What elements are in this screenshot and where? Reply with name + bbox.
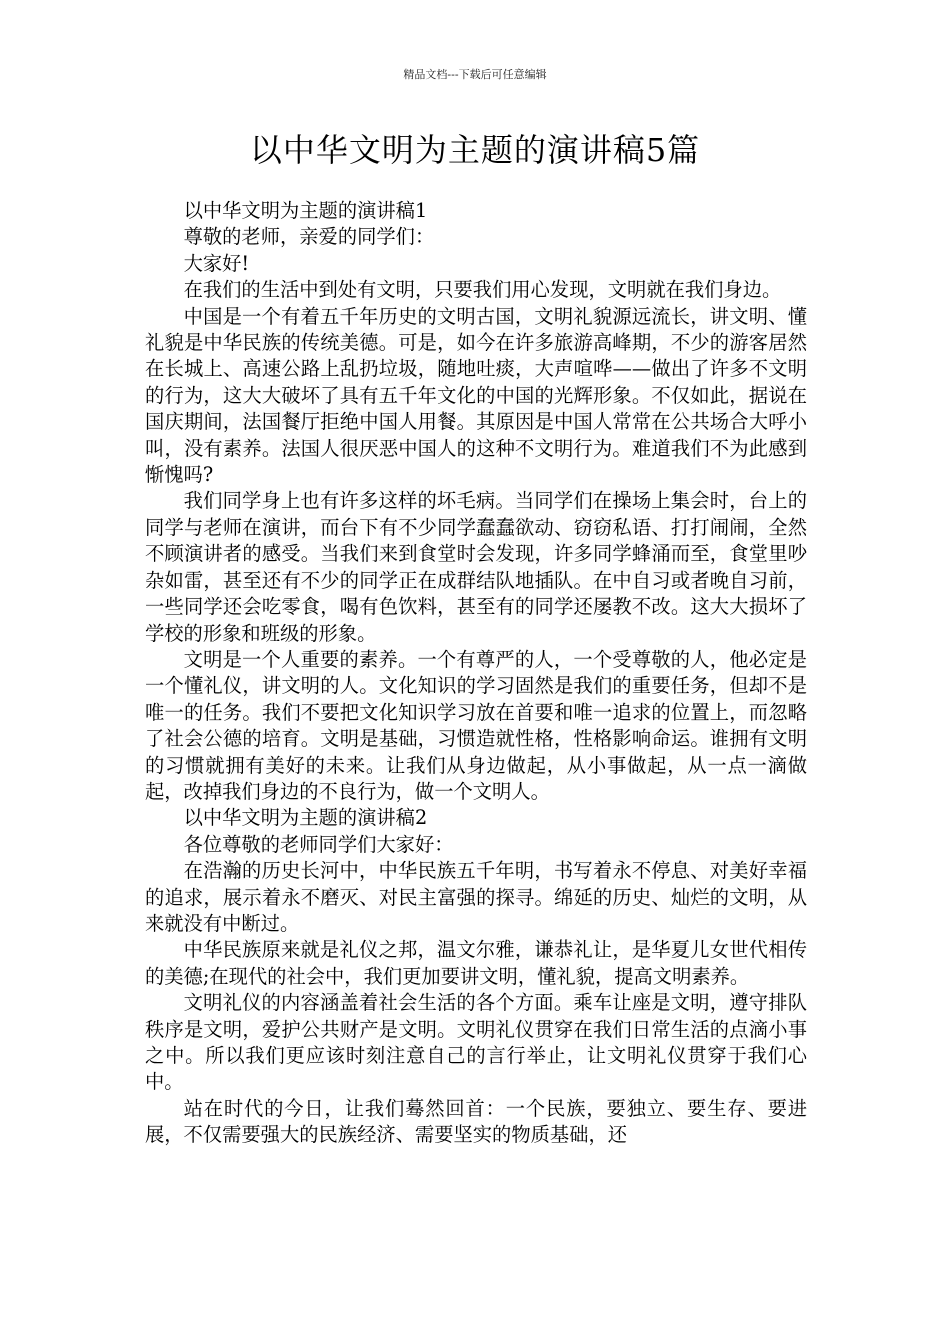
paragraph: 中国是一个有着五千年历史的文明古国，文明礼貌源远流长，讲文明、懂礼貌是中华民族的传统美德。可是，如今在许多旅游高峰期，不少的游客居然在长城上、高速公路上乱扔垃圾，随地吐痰，大声喧哗——做出了许多不文明的行为，这大大破坏了具有五千年文化的中国的光辉形象。不仅如此，据说在国庆期间，法国餐厅拒绝中国人用餐。其原因是中国人常常在公共场合大呼小叫，没有素养。法国人很厌恶中国人的这种不文明行为。难道我们不为此感到惭愧吗? <box>145 304 807 487</box>
speech-2-heading: 以中华文明为主题的演讲稿2 <box>183 806 428 830</box>
paragraph: 站在时代的今日，让我们蓦然回首：一个民族，要独立、要生存、要进展，不仅需要强大的民族经济、需要坚实的物质基础，还 <box>145 1096 807 1147</box>
salutation: 各位尊敬的老师同学们大家好： <box>183 832 454 856</box>
document-title: 以中华文明为主题的演讲稿5篇 <box>249 131 701 169</box>
paragraph: 我们同学身上也有许多这样的坏毛病。当同学们在操场上集会时，台上的同学与老师在演讲，而台下有不少同学蠢蠢欲动、窃窃私语、打打闹闹，全然不顾演讲者的感受。当我们来到食堂时会发现，许多同学蜂涌而至，食堂里吵杂如雷，甚至还有不少的同学正在成群结队地插队。在中自习或者晚自习前，一些同学还会吃零食，喝有色饮料，甚至有的同学还屡教不改。这大大损坏了学校的形象和班级的形象。 <box>145 489 807 645</box>
paragraph: 中华民族原来就是礼仪之邦，温文尔雅，谦恭礼让，是华夏儿女世代相传的美德;在现代的社会中，我们更加要讲文明，懂礼貌，提高文明素养。 <box>145 938 807 988</box>
paragraph: 文明是一个人重要的素养。一个有尊严的人，一个受尊敬的人，他必定是一个懂礼仪，讲文明的人。文化知识的学习固然是我们的重要任务，但却不是唯一的任务。我们不要把文化知识学习放在首要和唯一追求的位置上，而忽略了社会公德的培育。文明是基础，习惯造就性格，性格影响命运。谁拥有文明的习惯就拥有美好的未来。让我们从身边做起，从小事做起，从一点一滴做起，改掉我们身边的不良行为，做一个文明人。 <box>145 647 807 803</box>
speech-1-heading: 以中华文明为主题的演讲稿1 <box>183 199 428 222</box>
paragraph: 在浩瀚的历史长河中，中华民族五千年明，书写着永不停息、对美好幸福的追求，展示着永不磨灭、对民主富强的探寻。绵延的历史、灿烂的文明，从来就没有中断过。 <box>145 859 807 935</box>
greeting: 大家好! <box>183 251 250 275</box>
body-text <box>145 198 807 1149</box>
header-note: 精品文档---下载后可任意编辑 <box>403 68 547 81</box>
salutation: 尊敬的老师，亲爱的同学们： <box>183 225 435 249</box>
paragraph: 文明礼仪的内容涵盖着社会生活的各个方面。乘车让座是文明，遵守排队秩序是文明，爱护公共财产是文明。文明礼仪贯穿在我们日常生活的点滴小事之中。所以我们更应该时刻注意自己的言行举止，让文明礼仪贯穿于我们心中。 <box>145 991 807 1094</box>
paragraph: 在我们的生活中到处有文明，只要我们用心发现，文明就在我们身边。 <box>183 278 782 302</box>
